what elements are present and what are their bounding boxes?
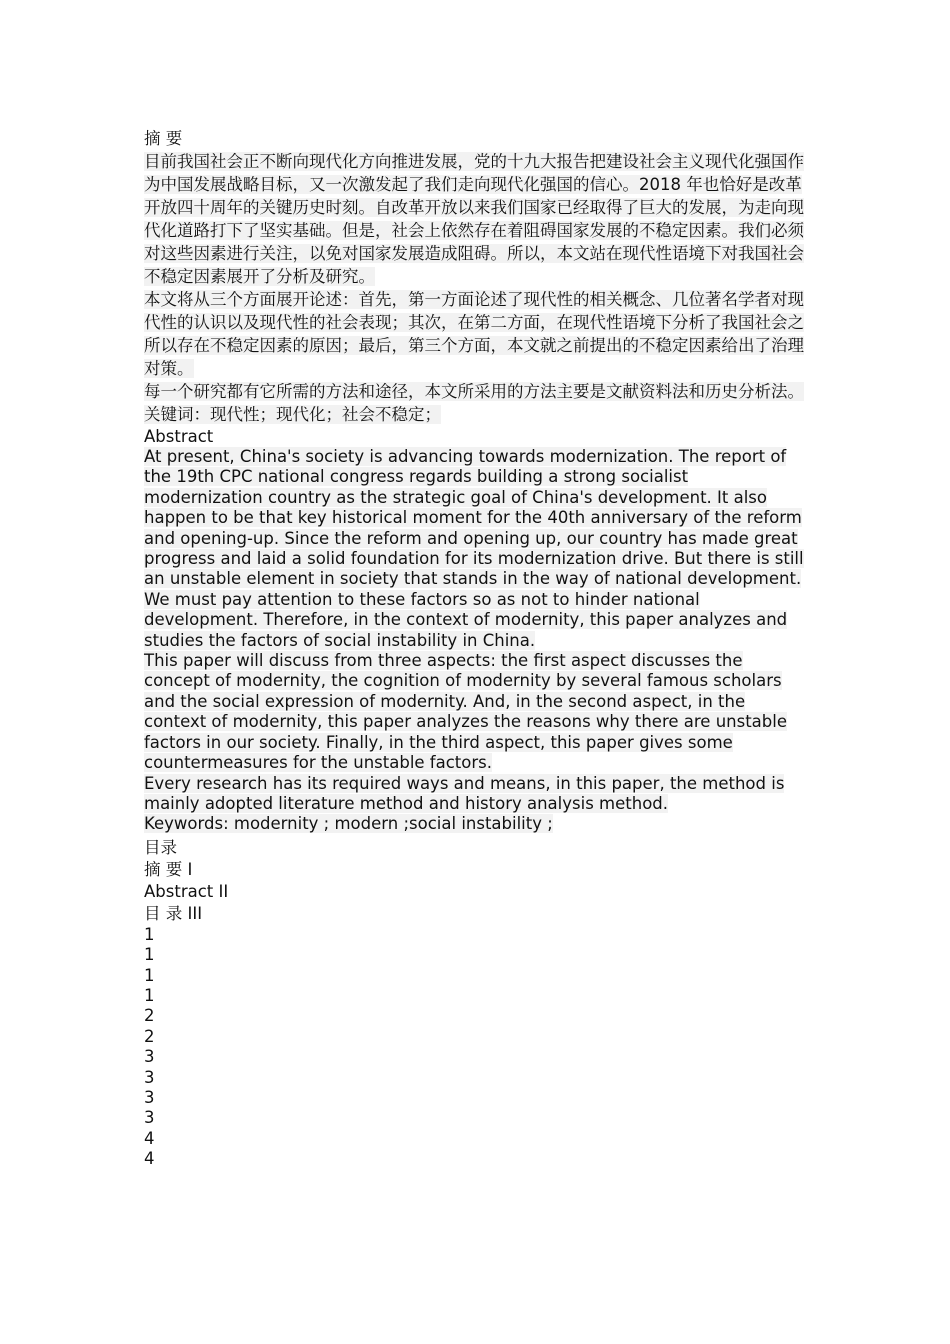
- chinese-abstract-heading: 摘 要: [144, 129, 183, 148]
- toc-title: 目录: [144, 837, 177, 857]
- chinese-abstract-section: [144, 127, 808, 426]
- english-abstract-paragraph-1: At present, China's society is advancing towards modernization. The report of the 19th CPC national congress regards building a strong socialist modernization country as the strategic goal of China's development. It also happen to be that key historical moment for the 40th anniversary of the reform and opening-up. Since the reform and opening up, our country has made great progress and laid a solid foundation for its modernization drive. But there is still an unstable element in society that stands in the way of national development. We must pay attention to these factors so as not to hinder national development. Therefore, in the context of modernity, this paper analyzes and studies the factors of social instability in China.: [144, 447, 804, 650]
- chinese-abstract-paragraph-2: 本文将从三个方面展开论述：首先，第一方面论述了现代性的相关概念、几位著名学者对现代性的认识以及现代性的社会表现；其次，在第二方面，在现代性语境下分析了我国社会之所以存在不稳定因素的原因；最后，第三个方面，本文就之前提出的不稳定因素给出了治理对策。: [144, 290, 804, 378]
- toc-page-number: 4: [144, 1149, 155, 1169]
- english-abstract-section: [144, 426, 808, 835]
- toc-page-number: 1: [144, 945, 155, 965]
- chinese-abstract-paragraph-1: 目前我国社会正不断向现代化方向推进发展，党的十九大报告把建设社会主义现代化强国作为中国发展战略目标，又一次激发起了我们走向现代化强国的信心。2018 年也恰好是改革开放四十周年的关键历史时刻。自改革开放以来我们国家已经取得了巨大的发展，为走向现代化道路打下了坚实基础。但是，社会上依然存在着阻碍国家发展的不稳定因素。我们必须对这些因素进行关注，以免对国家发展造成阻碍。所以，本文站在现代性语境下对我国社会不稳定因素展开了分析及研究。: [144, 152, 804, 286]
- toc-page-number: 3: [144, 1047, 155, 1067]
- english-abstract-paragraph-2: This paper will discuss from three aspects: the first aspect discusses the concept of modernity, the cognition of modernity by several famous scholars and the social expression of modernity. And, in the second aspect, in the context of modernity, this paper analyzes the reasons why there are unstable factors in our society. Finally, in the third aspect, this paper gives some countermeasures for the unstable factors.: [144, 651, 787, 773]
- toc-page-number: 2: [144, 1026, 155, 1046]
- english-keywords: Keywords: modernity ; modern ;social instability ;: [144, 814, 553, 834]
- chinese-keywords: 关键词：现代性；现代化；社会不稳定；: [144, 405, 441, 424]
- english-abstract-paragraph-3: Every research has its required ways and means, in this paper, the method is mainly adopted literature method and history analysis method.: [144, 773, 785, 813]
- toc-entry: 目 录 III: [144, 903, 203, 923]
- toc-page-number: 2: [144, 1006, 155, 1026]
- toc-page-number: 4: [144, 1128, 155, 1148]
- toc-page-number: 1: [144, 965, 155, 985]
- toc-entry: Abstract II: [144, 881, 229, 901]
- table-of-contents: [144, 837, 808, 1170]
- toc-page-number: 3: [144, 1087, 155, 1107]
- toc-page-number: 3: [144, 1067, 155, 1087]
- document-page: [144, 127, 808, 1170]
- toc-page-number: 1: [144, 924, 155, 944]
- english-abstract-heading: Abstract: [144, 427, 214, 446]
- toc-page-number: 3: [144, 1108, 155, 1128]
- toc-page-number: 1: [144, 985, 155, 1005]
- toc-entry: 摘 要 I: [144, 859, 193, 879]
- chinese-abstract-paragraph-3: 每一个研究都有它所需的方法和途径，本文所采用的方法主要是文献资料法和历史分析法。: [144, 382, 804, 401]
